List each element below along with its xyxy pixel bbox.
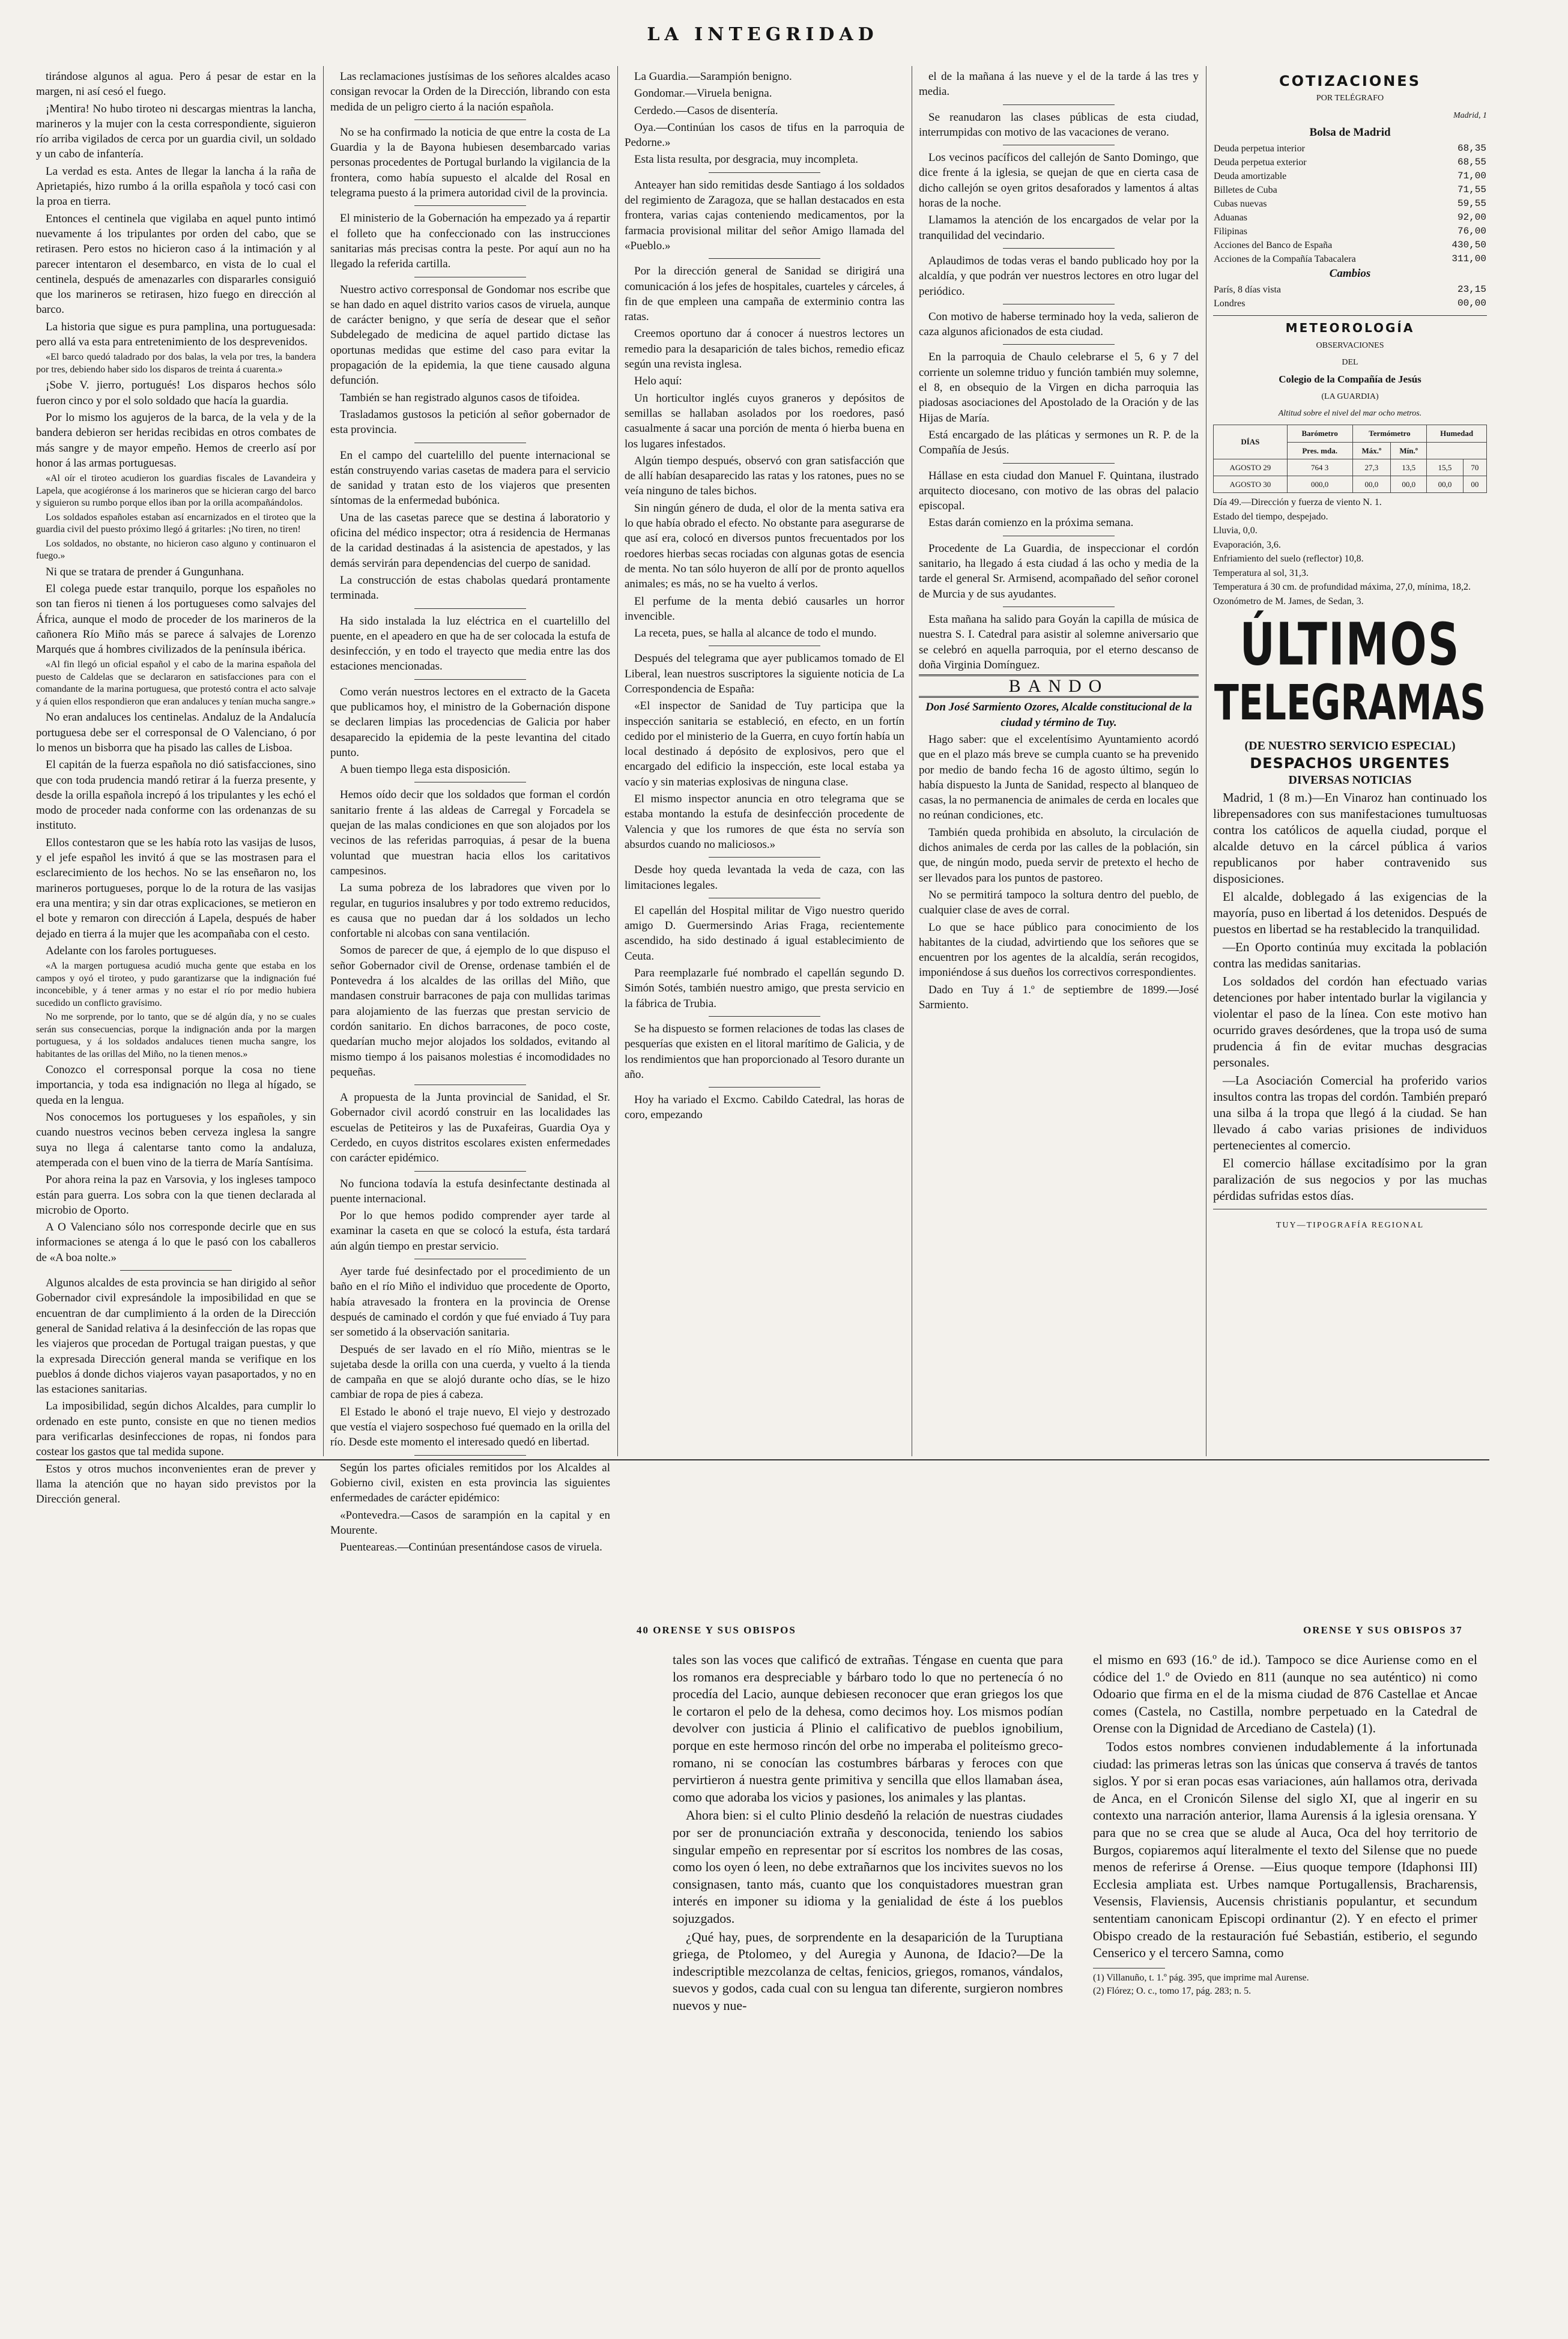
footnote: (1) Villanuño, t. 1.º pág. 395, que imprime mal Aurense. xyxy=(1093,1972,1309,1983)
quote: No me sorprende, por lo tanto, que se dé algún día, y no se cuales serán sus consecuencias, porque la indignación anda por la margen portuguesa, y á los soldados andaluces tienen mucha sangre, los habitantes de las orillas del Miño, no la tienen menos.» xyxy=(36,1012,316,1059)
separator xyxy=(709,258,820,259)
paragraph: Hemos oído decir que los soldados que forman el cordón sanitario frente á las aldeas de Carregal y Forcadela se quejan de las malas condiciones en que son alojados por los vecinos de las referidas parroquias, á pesar de la buena voluntad que muestran hacia ellos los caritativos campesinos. xyxy=(330,788,610,877)
paragraph: Algún tiempo después, observó con gran satisfacción que de allí habían desaparecido las ratas y los ratones, pues no se veía ninguno de tales bichos. xyxy=(625,454,904,498)
paragraph: El Estado le abonó el traje nuevo, El viejo y destrozado que vestía el viajero sospechoso fué quemado en la orilla del río. Desde este momento el interesado quedó en libertad. xyxy=(330,1405,610,1449)
table-row: AGOSTO 30 000,0 00,0 00,0 00,0 00 xyxy=(1214,476,1487,493)
paragraph: Como verán nuestros lectores en el extracto de la Gaceta que publicamos hoy, el ministro de la Gobernación dispone se declaren limpias las procedencias de Galicia por haber desaparecido la epidemia de la peste levantina del citado punto. xyxy=(330,685,610,759)
paragraph: Después de ser lavado en el río Miño, mientras se le sujetaba desde la orilla con una cuerda, y vuelto á la tienda de campaña en que se alojó durante ocho días, se le hizo cambiar de ropa de pies á cabeza. xyxy=(330,1343,610,1402)
paragraph: El mismo inspector anuncia en otro telegrama que se estaba montando la estufa de desinfección procedente de Valencia y que los rumores de que ésta no servía son absurdos cuando no maliciosos.» xyxy=(625,793,904,851)
paragraph: Procedente de La Guardia, de inspeccionar el cordón sanitario, ha llegado á esta ciudad á las ocho y media de la tarde el general Sr. Armisend, acompañado del señor coronel de Murcia y de sus ayudantes. xyxy=(919,542,1199,601)
paragraph: Estas darán comienzo en la próxima semana. xyxy=(928,516,1134,530)
paragraph: Desde hoy queda levantada la veda de caza, con las limitaciones legales. xyxy=(625,864,904,892)
column-4 xyxy=(919,69,1199,1453)
paragraph: Por ahora reina la paz en Varsovia, y los ingleses tampoco están para guerra. Los sobra con la que tienen declarada al microbio de Oporto. xyxy=(36,1173,316,1217)
paragraph: Esta mañana ha salido para Goyán la capilla de música de nuestra S. I. Catedral para asistir al solemne aniversario que se celebró en aquella parroquia, por el eterno descanso de doña Virginia Domínguez. xyxy=(919,613,1199,671)
table-row: Deuda perpetua exterior 68,55 xyxy=(1214,157,1486,168)
separator xyxy=(1003,104,1115,105)
paragraph: Después del telegrama que ayer publicamos tomado de El Liberal, lean nuestros suscriptores la siguiente noticia de La Correspondencia de España: xyxy=(625,652,904,695)
paragraph: El capitán de la fuerza española no dió satisfacciones, sino que con toda prudencia mandó retirar á la fuerza presente, y desde la orilla española increpó á los tripulantes y les echó el modo de proceder nada conforme con las ordenanzas de su instituto. xyxy=(36,758,316,832)
paragraph: El colega puede estar tranquilo, porque los españoles no son tan fieros ni tienen á los portugueses como salvajes del África, aunque el modo de proceder de los marineros de la cañonera Río Miño más se parece á salvajes de Lorenzo Marqués que á hombres civilizados de la península ibérica. xyxy=(36,582,316,656)
paragraph: Aplaudimos de todas veras el bando publicado hoy por la alcaldía, y que podrán ver nuestros lectores en otro lugar del periódico. xyxy=(919,254,1199,298)
paragraph: Llamamos la atención de los encargados de velar por la tranquilidad del vecindario. xyxy=(919,214,1199,242)
paragraph: No se permitirá tampoco la soltura dentro del pueblo, de cualquier clase de aves de corral. xyxy=(919,888,1199,917)
paragraph: Sin ningún género de duda, el olor de la menta sativa era lo que había obrado el efecto. No obstante para asegurarse de que así era, colocó en diversos puntos frecuentados por los roedores hierbas secas rociadas con algunas gotas de esencia de menta. No tan sólo huyeron de allí por de pronto aquellos animales; es más, no se ha vuelto á verlos. xyxy=(625,501,904,591)
separator xyxy=(1003,463,1115,464)
separator xyxy=(1003,344,1115,345)
paragraph: Hago saber: que el excelentísimo Ayuntamiento acordó que en el plazo más breve se cumpla cuanto se ha prevenido por medio de bando fecha 16 de agosto último, según lo había dispuesto la Junta de Sanidad, respecto al blanqueo de casas, la no permanencia de animales de cerda en locales que no reúnan condiciones, etc. xyxy=(919,733,1199,822)
paragraph: Helo aquí: xyxy=(634,375,682,388)
servicio-especial: (DE NUESTRO SERVICIO ESPECIAL) xyxy=(1244,739,1456,753)
book-left-column xyxy=(673,1651,1063,2327)
paragraph: Con motivo de haberse terminado hoy la veda, salieron de caza algunos aficionados de esta ciudad. xyxy=(919,310,1199,339)
paragraph: Trasladamos gustosos la petición al señor gobernador de esta provincia. xyxy=(330,408,610,437)
paragraph: Somos de parecer de que, á ejemplo de lo que dispuso el señor Gobernador civil de Orense, ordenase también el de Pontevedra á los alcaldes de las orillas del Miño, que mandasen construir barracones de paja con mullidas tarimas para alojamiento de las fuerzas que prestan servicio de cordón sanitario. En dichos barracones, de poco coste, quedarían mucho mejor alojados los soldados, evitando al mismo tiempo á los paisanos molestias é incomodidades no pequeñas. xyxy=(330,944,610,1079)
paragraph: Ni que se tratara de prender á Gungunhana. xyxy=(46,565,244,578)
table-row: París, 8 días vista 23,15 xyxy=(1214,284,1486,295)
cotizaciones-place: Madrid, 1 xyxy=(1453,110,1487,120)
despachos-heading: DESPACHOS URGENTES xyxy=(1250,754,1450,772)
diversas-heading: DIVERSAS NOTICIAS xyxy=(1288,773,1412,787)
cotizaciones-title: COTIZACIONES xyxy=(1279,73,1421,89)
footnote: (2) Flórez; O. c., tomo 17, pág. 283; n. 5. xyxy=(1093,1985,1252,1996)
paragraph: Una de las casetas parece que se destina á laboratorio y oficina del médico inspector; otra á residencia de Hermanas de la caridad destinadas á la asistencia de apestados, y las demás servirán para dependencias del cuerpo de sanidad. xyxy=(330,511,610,570)
table-row: Filipinas 76,00 xyxy=(1214,226,1486,237)
paragraph: tirándose algunos al agua. Pero á pesar de estar en la margen, ni así cesó el fuego. xyxy=(36,70,316,98)
paragraph: Algunos alcaldes de esta provincia se han dirigido al señor Gobernador civil expresándole la imposibilidad en que se encuentran de dar cumplimiento á la orden de la Dirección general de Sanidad relativa á la desinfección de las ropas que les viajeros que procedan de Portugal traigan puestas, y que la expresada Dirección general manda se verifique en los pueblos á donde dichos viajeros vayan pasaportados, y no en las estaciones sanitarias. xyxy=(36,1277,316,1396)
met-note: Lluvia, 0,0. xyxy=(1213,525,1258,536)
met-note: Temperatura al sol, 31,3. xyxy=(1213,567,1309,578)
imprenta: TUY—TIPOGRAFÍA REGIONAL xyxy=(1276,1221,1424,1230)
table-row: Cubas nuevas 59,55 xyxy=(1214,198,1486,210)
paragraph: ¡Mentira! No hubo tiroteo ni descargas mientras la lancha, marineros y la mujer con la cesta correspondiente, siguieron río arriba vigilados de cerca por un guardia civil, un soldado y un cabo de infantería. xyxy=(36,102,316,161)
telegramas-heading: TELEGRAMAS xyxy=(1214,675,1486,732)
bolsa-heading: Bolsa de Madrid xyxy=(1309,126,1391,139)
met-note: Temperatura á 30 cm. de profundidad máxima, 27,0, mínima, 18,2. xyxy=(1213,582,1471,593)
bando-subtitle: Don José Sarmiento Ozores, Alcalde constitucional de la ciudad y término de Tuy. xyxy=(925,701,1192,729)
paragraph: El capellán del Hospital militar de Vigo nuestro querido amigo D. Guermersindo Arias Fraga, recientemente ascendido, ha sido destinado á igual establecimiento de Ceuta. xyxy=(625,904,904,963)
paragraph: Hállase en esta ciudad don Manuel F. Quintana, ilustrado arquitecto diocesano, con motivo de las obras del palacio episcopal. xyxy=(919,469,1199,513)
table-row: Londres 00,00 xyxy=(1214,298,1486,309)
paragraph: El ministerio de la Gobernación ha empezado ya á repartir el folleto que ha confeccionado con las instrucciones sanitarias más precisas contra la peste. Por aquí aun no ha llegado la referida cartilla. xyxy=(330,212,610,271)
paragraph: Según los partes oficiales remitidos por los Alcaldes al Gobierno civil, existen en esta provincia las siguientes enfermedades de carácter epidémico: xyxy=(330,1461,610,1505)
separator xyxy=(709,1087,820,1088)
paragraph: A propuesta de la Junta provincial de Sanidad, el Sr. Gobernador civil acordó construir en las localidades las escuelas de Petiteiros y las de Puxafeiras, Guardia Oya y Cerdedo, en cuyos distritos escolares existen enfermedades con carácter epidémico. xyxy=(330,1091,610,1165)
paragraph: ¿Qué hay, pues, de sorprendente en la desaparición de la Turuptiana griega, de Ptolomeo, y del Auregia y Aunona, de Idacio?—De la indescriptible mezcolanza de celtas, fenicios, griegos, romanos, vándalos, suevos y godos, cada cual con su lengua tan diferente, surgieron nombres nuevos y nue- xyxy=(673,1929,1063,2013)
paragraph: —La Asociación Comercial ha proferido varios insultos contra las tropas del cordón. También preparó una silba á la tropa que llegó á la ciudad. Se han llevado á cabo varias prisiones de individuos pertenecientes al comercio. xyxy=(1213,1073,1487,1153)
met-note: Ozonómetro de M. James, de Sedan, 3. xyxy=(1213,596,1364,607)
paragraph: ¡Sobe V. jierro, portugués! Los disparos hechos sólo fueron cinco y por el solo soldado que hacía la guardia. xyxy=(36,379,316,407)
quote: «A la margen portuguesa acudió mucha gente que estaba en los campos y oyó el tiroteo, y pudo garantizarse que la indignación fué inconcebible, y á tener armas y no estar el río por medio hubiera sucedido un conflicto gravísimo. xyxy=(36,961,316,1008)
paragraph: No funciona todavía la estufa desinfectante destinada al puente internacional. xyxy=(330,1177,610,1205)
paragraph: el mismo en 693 (16.º de id.). Tampoco se dice Auriense como en el códice del 1.º de Oviedo en 811 (aunque no sea auténtico) ni como Odoario que firma en el de la misma ciudad de 876 Castellae et Ancae comes (Castela, no Castilla, nombre perpetuado en la Catedral de Orense con la Dignidad de Arcediano de Castela) (1). xyxy=(1093,1652,1477,1736)
paragraph: Lo que se hace público para conocimiento de los habitantes de la ciudad, advirtiendo que los señores que se encuentren por los agentes de la alcaldía, serán recogidos, imponiéndose á sus dueños los correctivos correspondientes. xyxy=(919,921,1199,979)
paragraph: el de la mañana á las nueve y el de la tarde á las tres y media. xyxy=(919,70,1199,98)
separator xyxy=(120,1270,232,1271)
paragraph: El comercio hállase excitadísimo por la gran paralización de sus negocios y por las muchas pérdidas sufridas estos días. xyxy=(1213,1156,1487,1203)
paragraph: No se ha confirmado la noticia de que entre la costa de La Guardia y la de Bayona hubiesen desembarcado varias personas procedentes de Portugal burlando la vigilancia de la frontera, como había supuesto el alcalde del Rosal en telegrama puesto á la primera autoridad civil de la provincia. xyxy=(330,126,610,200)
paragraph: Por lo que hemos podido comprender ayer tarde al examinar la caseta en que se colocó la estufa, ésta tardará aún algún tiempo en prestar servicio. xyxy=(330,1209,610,1253)
paragraph: El alcalde, doblegado á las exigencias de la mayoría, puso en libertad á los detenidos. Después de puestos en libertad se ha restablecido la tranquilidad. xyxy=(1213,889,1487,937)
separator xyxy=(709,1016,820,1017)
paragraph: Gondomar.—Viruela benigna. xyxy=(634,87,772,100)
paragraph: Las reclamaciones justísimas de los señores alcaldes acaso consigan revocar la Orden de la Dirección, librando con esta medida de un peligro cierto á la nación española. xyxy=(330,70,610,113)
paragraph: Los soldados del cordón han efectuado varias detenciones por haber intentado burlar la vigilancia y violentar el paso de la línea. Con este motivo han ocurrido graves desórdenes, que la tropa usó de suma prudencia á fin de evitar muchas desgracias personales. xyxy=(1213,974,1487,1070)
met-colegio: Colegio de la Compañía de Jesús xyxy=(1279,374,1421,386)
met-place: (LA GUARDIA) xyxy=(1321,392,1379,401)
paragraph: Se reanudaron las clases públicas de esta ciudad, interrumpidas con motivo de las vacaciones de verano. xyxy=(919,110,1199,139)
met-note: Evaporación, 3,6. xyxy=(1213,539,1281,550)
met-altitud: Altitud sobre el nivel del mar ocho metros. xyxy=(1278,408,1422,418)
paragraph: Anteayer han sido remitidas desde Santiago á los soldados del regimiento de Zaragoza, que se hallan destacados en esta frontera, varias cajas conteniendo medicamentos, por la farmacia provisional militar del señor Amigo llamada del «Pueblo.» xyxy=(625,178,904,252)
paragraph: Cerdedo.—Casos de disentería. xyxy=(634,104,778,117)
paragraph: La receta, pues, se halla al alcance de todo el mundo. xyxy=(634,627,877,640)
table-row: Acciones de la Compañía Tabacalera 311,00 xyxy=(1214,253,1486,265)
left-page-header: 40 ORENSE Y SUS OBISPOS xyxy=(637,1624,796,1636)
cotizaciones-table xyxy=(1213,142,1487,266)
quote: «Al oír el tiroteo acudieron los guardias fiscales de Lavandeira y Lapela, que acogiéronse á los marineros que se hicieran cargo del barco y siguieron su rumbo porque ellos iban por la orilla acompañándolos. xyxy=(36,473,316,509)
paragraph: Nos conocemos los portugueses y los españoles, y sin cuando nuestros vecinos beben cerveza inglesa la sangre suya no llega á calentarse tanto como la andaluza, atemperada con el buen vino de la tierra de María Santísima. xyxy=(36,1111,316,1169)
separator xyxy=(1003,248,1115,249)
paragraph: Se ha dispuesto se formen relaciones de todas las clases de pesquerías que existen en el litoral marítimo de Galicia, y de los rendimientos que han proporcionado al Tesoro durante un año. xyxy=(625,1022,904,1081)
cambios-table xyxy=(1213,283,1487,310)
paragraph: Creemos oportuno dar á conocer á nuestros lectores un remedio para la desaparición de tales bichos, remedio eficaz según una revista inglesa. xyxy=(625,327,904,371)
paragraph: Para reemplazarle fué nombrado el capellán segundo D. Simón Sotés, también nuestro amigo, que presta servicio en la fábrica de Trubia. xyxy=(625,967,904,1010)
paragraph: Dado en Tuy á 1.º de septiembre de 1899.—José Sarmiento. xyxy=(919,983,1199,1012)
bando-title: BANDO xyxy=(919,674,1199,698)
paragraph: También queda prohibida en absoluto, la circulación de dichos animales de cerda por las calles de la población, sin que, de ningún modo, pueda servir de pretexto el hecho de ser llevados para los puntos de pastoreo. xyxy=(919,826,1199,885)
quote: Los soldados, no obstante, no hicieron caso alguno y continuaron el fuego.» xyxy=(36,538,316,561)
paragraph: A buen tiempo llega esta disposición. xyxy=(340,763,510,776)
column-rule xyxy=(323,66,324,1456)
paragraph: A O Valenciano sólo nos corresponde decirle que en sus informaciones se atenga á lo que le pasó con los caballeros de «A boa nolte.» xyxy=(36,1221,316,1264)
paragraph: Conozco el corresponsal porque la cosa no tiene importancia, y toda esa indignación no llega al hígado, se queda en la lengua. xyxy=(36,1064,316,1107)
cambios-heading: Cambios xyxy=(1329,267,1371,280)
column-3 xyxy=(625,69,904,1453)
separator xyxy=(414,1455,526,1456)
paragraph: —En Oporto continúa muy excitada la población contra las medidas sanitarias. xyxy=(1213,940,1487,971)
separator xyxy=(709,857,820,858)
paragraph: La imposibilidad, según dichos Alcaldes, para cumplir lo ordenado en este punto, consiste en que no tienen medios para verificarlas desinfecciones de ropas, ni fondos para costear los gastos que tal medida supone. xyxy=(36,1400,316,1459)
paragraph: No eran andaluces los centinelas. Andaluz de la Andalucía portuguesa debe ser el corresponsal de O Valenciano, ó por lo menos un bisborra que ha pisado las calles de Lisboa. xyxy=(36,711,316,754)
table-row: AGOSTO 29 764 3 27,3 13,5 15,5 70 xyxy=(1214,459,1487,476)
met-del: DEL xyxy=(1342,358,1358,368)
paragraph: Entonces el centinela que vigilaba en aquel punto intimó nuevamente á los tripulantes por orden del cabo, que se retirasen. Pero estos no hicieron caso á la intimación y al parecer intentaron el desembarco, en vista de lo cual el centinela, después de amenazarles con dispararles consiguió que los marineros se retirasen, hizo fuego en dirección al barco. xyxy=(36,212,316,316)
paragraph: La historia que sigue es pura pamplina, una portuguesada: pero allá va esta para entretenimiento de los desprevenidos. xyxy=(36,320,316,349)
ultimos-heading: ÚLTIMOS xyxy=(1240,610,1461,679)
column-rule xyxy=(617,66,618,1456)
paragraph: Está encargado de las pláticas y sermones un R. P. de la Compañía de Jesús. xyxy=(919,428,1199,457)
table-row: Billetes de Cuba 71,55 xyxy=(1214,184,1486,196)
book-right-column xyxy=(1093,1651,1477,2327)
table-header-row: DÍAS Barómetro Termómetro Humedad xyxy=(1214,425,1487,442)
column-5 xyxy=(1213,69,1487,1453)
separator xyxy=(709,172,820,173)
column-2 xyxy=(330,69,610,1554)
column-1 xyxy=(36,69,316,1506)
paragraph: Hoy ha variado el Excmo. Cabildo Catedral, las horas de coro, empezando xyxy=(625,1094,904,1122)
paragraph: Estos y otros muchos inconvenientes eran de prever y llama la atención que no hayan sido previstos por la Dirección general. xyxy=(36,1462,316,1506)
paragraph: Por la dirección general de Sanidad se dirigirá una comunicación á los jefes de hospitales, cuarteles y cárceles, á fin de que empleen una campaña de exterminio contra las ratas. xyxy=(625,265,904,324)
right-page-header: ORENSE Y SUS OBISPOS 37 xyxy=(1303,1624,1463,1636)
cotizaciones-subtitle: POR TELÉGRAFO xyxy=(1316,94,1384,103)
masthead: LA INTEGRIDAD xyxy=(647,24,879,45)
paragraph: Por lo mismo los agujeros de la barca, de la vela y de la bandera debieron ser heridas recibidas en otros combates de más sangre y de mayor empeño. Hemos de creerlo así por honor á las armas portuguesas. xyxy=(36,411,316,470)
paragraph: Todos estos nombres convienen indudablemente á la infortunada ciudad: las primeras letras son las únicas que conserva á través de tantos siglos. Y por si eran pocas esas variaciones, aún hallamos otra, derivada de Anca, en el Cronicón Silense del siglo XI, que al ingerir en su contexto una narración anterior, llama Aurensis á la iglesia orensana. Y para que no se crea que se alude al Auca, Oca del hoy territorio de Burgos, copiaremos aquí literalmente el texto del Silense que no puede menos de referirse á Orense. —Eius quoque tempore (Idaphonsi III) Ecclesia ampliata est. Urbes namque Portugallensis, Bracharensis, Vesensis, Flaviensis, Aucensis christianis populantur, et secundum sententiam canonicam Episcopi ordinantur (2). Y en efecto el primer Obispo creado de la restauración fué Sebastián, estiberio, el segundo Censerico y el tercero Samna, como xyxy=(1093,1738,1477,1961)
separator xyxy=(414,205,526,206)
paragraph: Puenteareas.—Continúan presentándose casos de viruela. xyxy=(340,1541,602,1554)
paragraph: Oya.—Continúan los casos de tifus en la parroquia de Pedorne.» xyxy=(625,121,904,150)
meteorologia-title: METEOROLOGÍA xyxy=(1285,321,1415,336)
paragraph: En la parroquia de Chaulo celebrarse el 5, 6 y 7 del corriente un solemne triduo y función también muy solemne, el 8, en obsequio de la Virgen en dicha parroquia las piadosas asociaciones del Apostolado de la Oración y de las Hijas de María. xyxy=(919,351,1199,425)
separator xyxy=(1213,315,1487,316)
quote: «Al fin llegó un oficial español y el cabo de la marina española del puesto de Caldelas que se declararon en satisfacciones para con el comandante de la marina portuguesa, que protestó contra el acto salvaje y á quien ellos respondieron que eran andaluces y tenían mucha sangre.» xyxy=(36,659,316,707)
table-row: Acciones del Banco de España 430,50 xyxy=(1214,240,1486,251)
table-header-row: Pres. mda. Máx.º Mín.º xyxy=(1214,442,1487,459)
newspaper-page xyxy=(36,0,1489,1554)
paragraph: La construcción de estas chabolas quedará prontamente terminada. xyxy=(330,573,610,602)
separator xyxy=(414,679,526,680)
paragraph: Nuestro activo corresponsal de Gondomar nos escribe que se han dado en aquel distrito varios casos de viruela, aunque de carácter benigno, y que sería de desear que el señor Subdelegado de medicina de aquel partido dictase las oportunas medidas que estime del caso para evitar la propagación de la epidemia, la que tiene causado alguna defunción. xyxy=(330,283,610,387)
paragraph: Los vecinos pacíficos del callejón de Santo Domingo, que dice frente á la iglesia, se quejan de que en cierta casa de dicho callejón se oyen gritos desaforados y lamentos á altas horas de la noche. xyxy=(919,151,1199,210)
paragraph: En el campo del cuartelillo del puente internacional se están construyendo varias casetas de madera para el servicio de sanidad y tratan esto de los viajeros que presenten síntomas de la enfermedad bubónica. xyxy=(330,449,610,507)
paragraph: «Pontevedra.—Casos de sarampión en la capital y en Mourente. xyxy=(330,1508,610,1537)
separator xyxy=(414,1171,526,1172)
book-pages xyxy=(36,1465,1489,2330)
paragraph: Esta lista resulta, por desgracia, muy incompleta. xyxy=(634,153,859,166)
quote: Los soldados españoles estaban así encarnizados en el tiroteo que la guardia civil del puesto próximo llegó á gritarles: ¡No tiren, no tiren! xyxy=(36,512,316,535)
paragraph: La Guardia.—Sarampión benigno. xyxy=(634,70,792,83)
paragraph: Ha sido instalada la luz eléctrica en el cuartelillo del puente, en el apeadero en que ha de ser colocada la estufa de desinfección, y en todo el trayecto que media entre las dos estaciones mencionadas. xyxy=(330,614,610,673)
quote: «El barco quedó taladrado por dos balas, la vela por tres, la bandera por tres, debiendo haber sido los disparos de treinta á cuarenta.» xyxy=(36,352,316,375)
paragraph: Adelante con los faroles portugueses. xyxy=(46,944,217,957)
separator xyxy=(414,608,526,609)
table-row: Aduanas 92,00 xyxy=(1214,212,1486,223)
met-note: Día 49.—Dirección y fuerza de viento N. 1. xyxy=(1213,497,1382,508)
page-divider xyxy=(36,1459,1489,1460)
paragraph: Ayer tarde fué desinfectado por el procedimiento de un baño en el río Miño el individuo que procedente de Oporto, había atravesado la frontera en la provincia de Orense después de caminado el cordón y que fué enviado á Tuy para ser sometido á la observación sanitaria. xyxy=(330,1265,610,1339)
table-row: Deuda amortizable 71,00 xyxy=(1214,171,1486,182)
meteorologia-table xyxy=(1213,425,1487,493)
met-observaciones: OBSERVACIONES xyxy=(1316,340,1384,350)
paragraph: Madrid, 1 (8 m.)—En Vinaroz han continuado los librepensadores con sus manifestaciones tumultuosas contra los católicos de aquella ciudad, porque el alcalde detuvo en la cárcel pública á varios republicanos por haber contravenido sus disposiciones. xyxy=(1213,790,1487,886)
paragraph: El perfume de la menta debió causarles un horror invencible. xyxy=(625,595,904,623)
met-note: Enfriamiento del suelo (reflector) 10,8. xyxy=(1213,554,1364,564)
table-row: Deuda perpetua interior 68,35 xyxy=(1214,143,1486,154)
paragraph: tales son las voces que calificó de extrañas. Téngase en cuenta que para los romanos era despreciable y bárbaro todo lo que no pertenecía ó no procedía del Lacio, aunque debiesen reconocer que eran griegos los que le cortaron el pelo de la dehesa, como decimos hoy. Los mismos podían devolver con justicia á Plinio el calificativo de pueblos ignobilium, porque en este hermoso rincón del orbe no imperaba el politeísmo greco-romano, ni se conocían las costumbres bárbaras y feroces con que pervirtieron á nuestra gente primitiva y sencilla que ellos llamaban ásea, como que adoraba los vicios y pasiones, los animales y las plantas. xyxy=(673,1652,1063,1805)
paragraph: «El inspector de Sanidad de Tuy participa que la inspección sanitaria se estableció, en efecto, en un fortín cedido por el ministerio de la Guerra, en cuyo fortín había un local destinado á depósito de explosivos, pero que el encargado del edificio la inspección, este local estaba ya vacío y sin materias explosivas de ninguna clase. xyxy=(625,700,904,788)
paragraph: Ahora bien: si el culto Plinio desdeñó la relación de nuestras ciudades por ser de pronunciación extraña y desconocida, teniendo los sabios singular empeño en representar por sí escritos los nombres de las cosas, como los oyen ó leen, no debe extrañarnos que los incivites suevos no los consignasen, tanto más, cuanto que los conquistadores muestran gran interés en imponer su idioma y la genialidad de éste á los pueblos sojuzgados. xyxy=(673,1808,1063,1926)
paragraph: La suma pobreza de los labradores que viven por lo regular, en tugurios insalubres y por todo extremo reducidos, es causa que no puedan dar á los soldados un lecho confortable ni alcobas con sana ventilación. xyxy=(330,882,610,940)
paragraph: Un horticultor inglés cuyos graneros y depósitos de semillas se hallaban asolados por los roedores, pasó casualmente á sacar una porción de menta ó hierba buena en los lugares infestados. xyxy=(625,392,904,450)
paragraph: También se han registrado algunos casos de tifoidea. xyxy=(340,391,580,404)
paragraph: Ellos contestaron que se les había roto las vasijas de lusos, y el jefe español les invitó á que se las mostrasen para el esclarecimiento de los hechos. No se las enseñaron no, los marineros portugueses, porque lo de la rotura de las vasijas era una mentira; y sin dar otras explicaciones, se metieron en el bote y remaron con dirección á Lapela, después de haber dejado en tierra á la mujer que les acompañaba con el cesto. xyxy=(36,836,316,940)
paragraph: La verdad es esta. Antes de llegar la lancha á la raña de Aprietapiés, hizo rumbo á la orilla española y tocó casi con la proa en tierra. xyxy=(36,165,316,208)
met-note: Estado del tiempo, despejado. xyxy=(1213,511,1328,522)
